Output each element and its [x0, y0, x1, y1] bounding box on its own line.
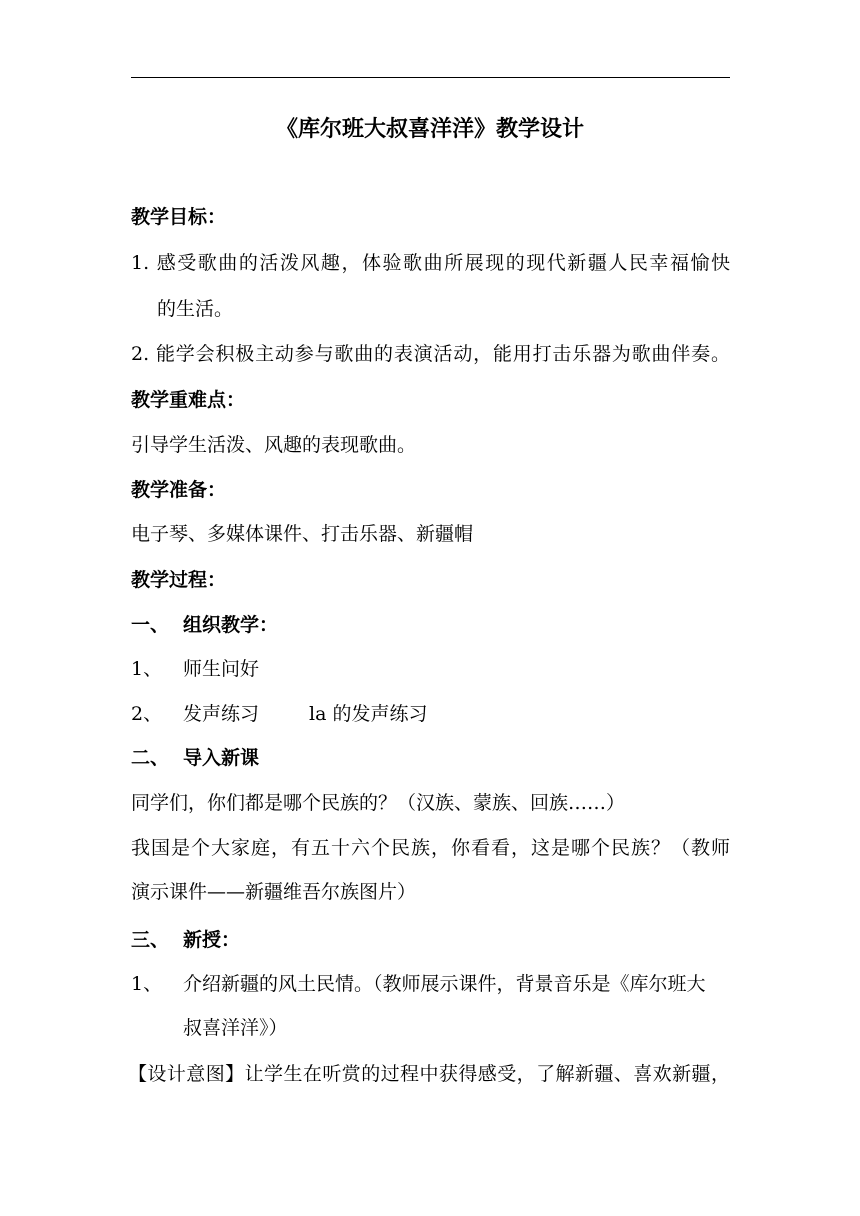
goal-item-1-line-1: 1. 感受歌曲的活泼风趣，体验歌曲所展现的现代新疆人民幸福愉快: [131, 252, 730, 274]
preparation-text: 电子琴、多媒体课件、打击乐器、新疆帽: [131, 523, 474, 545]
section-2-paragraph-2-line-1: 我国是个大家庭，有五十六个民族，你看看，这是哪个民族？（教师: [131, 837, 730, 859]
design-intent-text: 【设计意图】让学生在听赏的过程中获得感受，了解新疆、喜欢新疆，: [128, 1063, 730, 1085]
section-3-item-1-line-2: 叔喜洋洋》）: [183, 1017, 288, 1039]
section-1-item-1: [131, 657, 259, 681]
section-3-item-1-line-1: [131, 972, 706, 996]
list-item-number: 1、: [131, 658, 163, 680]
list-item-text: 发声练习: [183, 703, 260, 725]
goal-item-1-line-2: 的生活。: [157, 298, 234, 320]
list-item-text: 介绍新疆的风土民情。（教师展示课件，背景音乐是《库尔班大: [183, 973, 706, 995]
list-item-number: 1、: [131, 973, 163, 995]
section-2-number: 二、: [131, 747, 170, 769]
preparation-heading: 教学准备：: [131, 479, 227, 501]
section-1-number: 一、: [131, 614, 170, 636]
goal-item-2: 2. 能学会积极主动参与歌曲的表演活动，能用打击乐器为歌曲伴奏。: [131, 343, 730, 365]
section-1-heading: [131, 613, 278, 637]
section-3-title: 新授：: [183, 929, 241, 951]
section-2-paragraph-2-line-2: 演示课件——新疆维吾尔族图片）: [131, 881, 417, 903]
section-3-heading: [131, 928, 240, 952]
list-item-number: 2、: [131, 703, 163, 725]
section-1-title: 组织教学：: [183, 614, 279, 636]
section-2-heading: [131, 746, 259, 770]
header-rule: [131, 77, 730, 78]
list-item-extra: la 的发声练习: [309, 703, 428, 725]
section-2-paragraph-1: 同学们，你们都是哪个民族的？（汉族、蒙族、回族……）: [131, 792, 626, 814]
key-points-heading: 教学重难点：: [131, 389, 246, 411]
list-item-text: 师生问好: [183, 658, 260, 680]
section-3-number: 三、: [131, 929, 170, 951]
goals-heading: 教学目标：: [131, 206, 227, 228]
section-2-title: 导入新课: [183, 747, 260, 769]
document-title: 《库尔班大叔喜洋洋》教学设计: [275, 116, 584, 142]
process-heading: 教学过程：: [131, 569, 227, 591]
key-points-text: 引导学生活泼、风趣的表现歌曲。: [131, 434, 417, 456]
section-1-item-2: [131, 702, 427, 726]
